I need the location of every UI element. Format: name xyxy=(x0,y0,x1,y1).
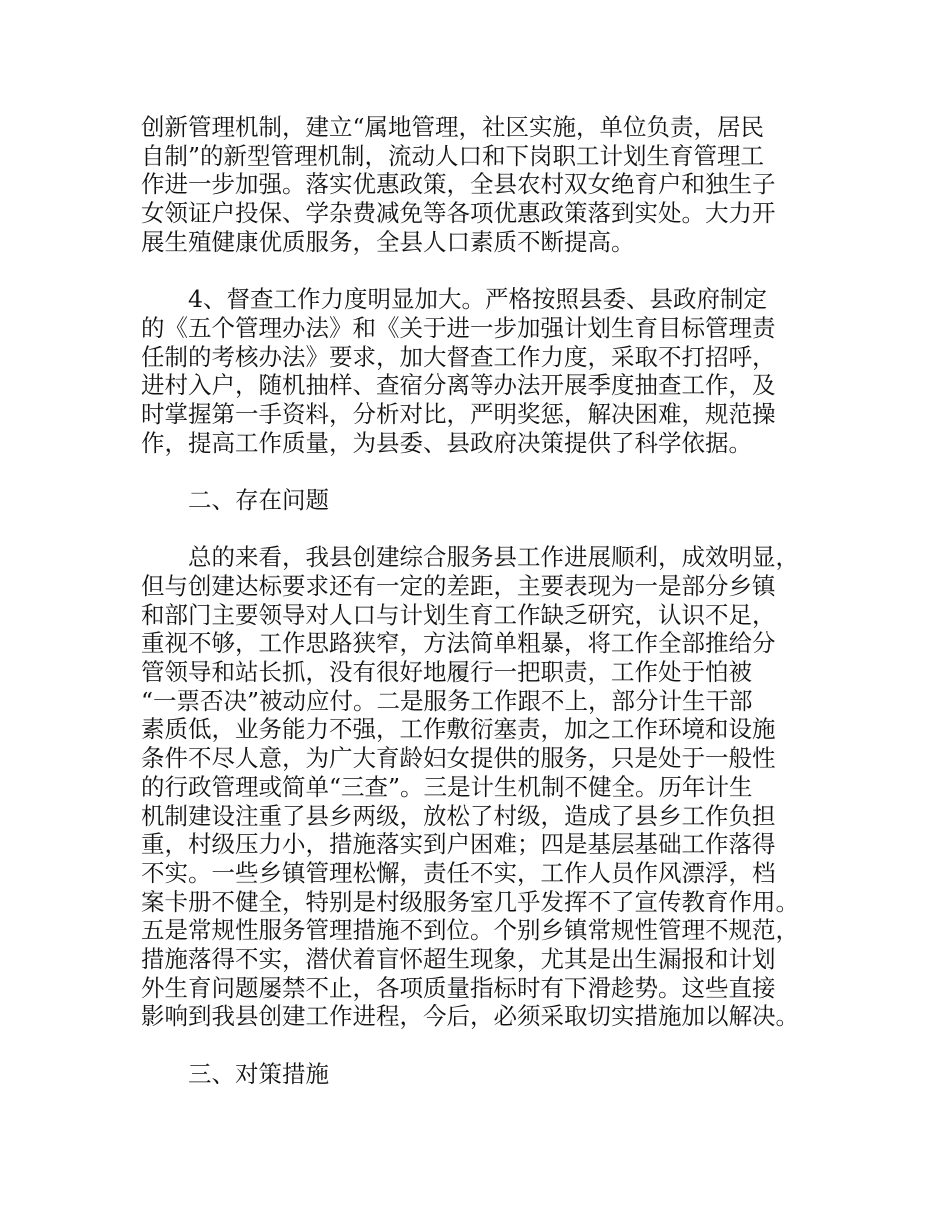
text-line: 五是常规性服务管理措施不到位。个别乡镇常规性管理不规范， xyxy=(141,916,799,945)
text-line: 三、对策措施 xyxy=(188,1059,329,1088)
heading-problems xyxy=(141,486,831,515)
paragraph-mechanism xyxy=(141,113,831,256)
text-line: 创新管理机制，建立“属地管理，社区实施，单位负责，居民 xyxy=(141,113,765,141)
text-line: 但与创建达标要求还有一定的差距，主要表现为一是部分乡镇 xyxy=(141,572,776,600)
document-body xyxy=(141,113,831,1117)
paragraph-problems xyxy=(141,543,831,1031)
text-line: 展生殖健康优质服务，全县人口素质不断提高。 xyxy=(141,227,635,256)
text-line: 外生育问题屡禁不止，各项质量指标时有下滑趁势。这些直接 xyxy=(141,973,776,1002)
text-line: 作，提高工作质量，为县委、县政府决策提供了科学依据。 xyxy=(141,428,752,457)
text-line: 重，村级压力小，措施落实到户困难；四是基层基础工作落得 xyxy=(141,830,776,859)
text-line: 管领导和站长抓，没有很好地履行一把职责，工作处于怕被 xyxy=(141,658,752,687)
text-line: 和部门主要领导对人口与计划生育工作缺乏研究，认识不足， xyxy=(141,600,776,629)
text-line: 任制的考核办法》要求，加大督查工作力度，采取不打招呼， xyxy=(141,342,776,371)
text-line: 条件不尽人意，为广大育龄妇女提供的服务，只是处于一般性 xyxy=(141,744,776,773)
text-line: 案卡册不健全，特别是村级服务室几乎发挥不了宣传教育作用。 xyxy=(141,887,799,916)
text-line: 总的来看，我县创建综合服务县工作进展顺利，成效明显， xyxy=(188,543,799,572)
text-line: 女领证户投保、学杂费减免等各项优惠政策落到实处。大力开 xyxy=(141,199,776,228)
text-line: 素质低，业务能力不强，工作敷衍塞责，加之工作环境和设施 xyxy=(141,715,776,744)
text-line: 4、督查工作力度明显加大。严格按照县委、县政府制定 xyxy=(188,285,767,314)
text-line: 的行政管理或简单“三查”。三是计生机制不健全。历年计生 xyxy=(141,772,753,801)
text-line: 时掌握第一手资料，分析对比，严明奖惩，解决困难，规范操 xyxy=(141,399,776,428)
text-line: 的《五个管理办法》和《关于进一步加强计划生育目标管理责 xyxy=(141,313,776,342)
text-line: 措施落得不实，潜伏着盲怀超生现象，尤其是出生漏报和计划 xyxy=(141,944,776,973)
text-line: 影响到我县创建工作进程，今后，必须采取切实措施加以解决。 xyxy=(141,1002,799,1031)
text-line: 机制建设注重了县乡两级，放松了村级，造成了县乡工作负担 xyxy=(141,801,776,830)
text-line: 自制”的新型管理机制，流动人口和下岗职工计划生育管理工 xyxy=(141,141,765,170)
text-line: 重视不够，工作思路狭窄，方法简单粗暴，将工作全部推给分 xyxy=(141,629,776,658)
heading-measures xyxy=(141,1060,831,1089)
text-line: 进村入户，随机抽样、查宿分离等办法开展季度抽查工作，及 xyxy=(141,371,776,400)
text-line: 作进一步加强。落实优惠政策，全县农村双女绝育户和独生子 xyxy=(141,170,776,199)
text-line: “一票否决”被动应付。二是服务工作跟不上，部分计生干部 xyxy=(141,686,753,715)
paragraph-inspection xyxy=(141,285,831,457)
text-line: 不实。一些乡镇管理松懈，责任不实，工作人员作风漂浮，档 xyxy=(141,858,776,887)
text-line: 二、存在问题 xyxy=(188,485,329,514)
